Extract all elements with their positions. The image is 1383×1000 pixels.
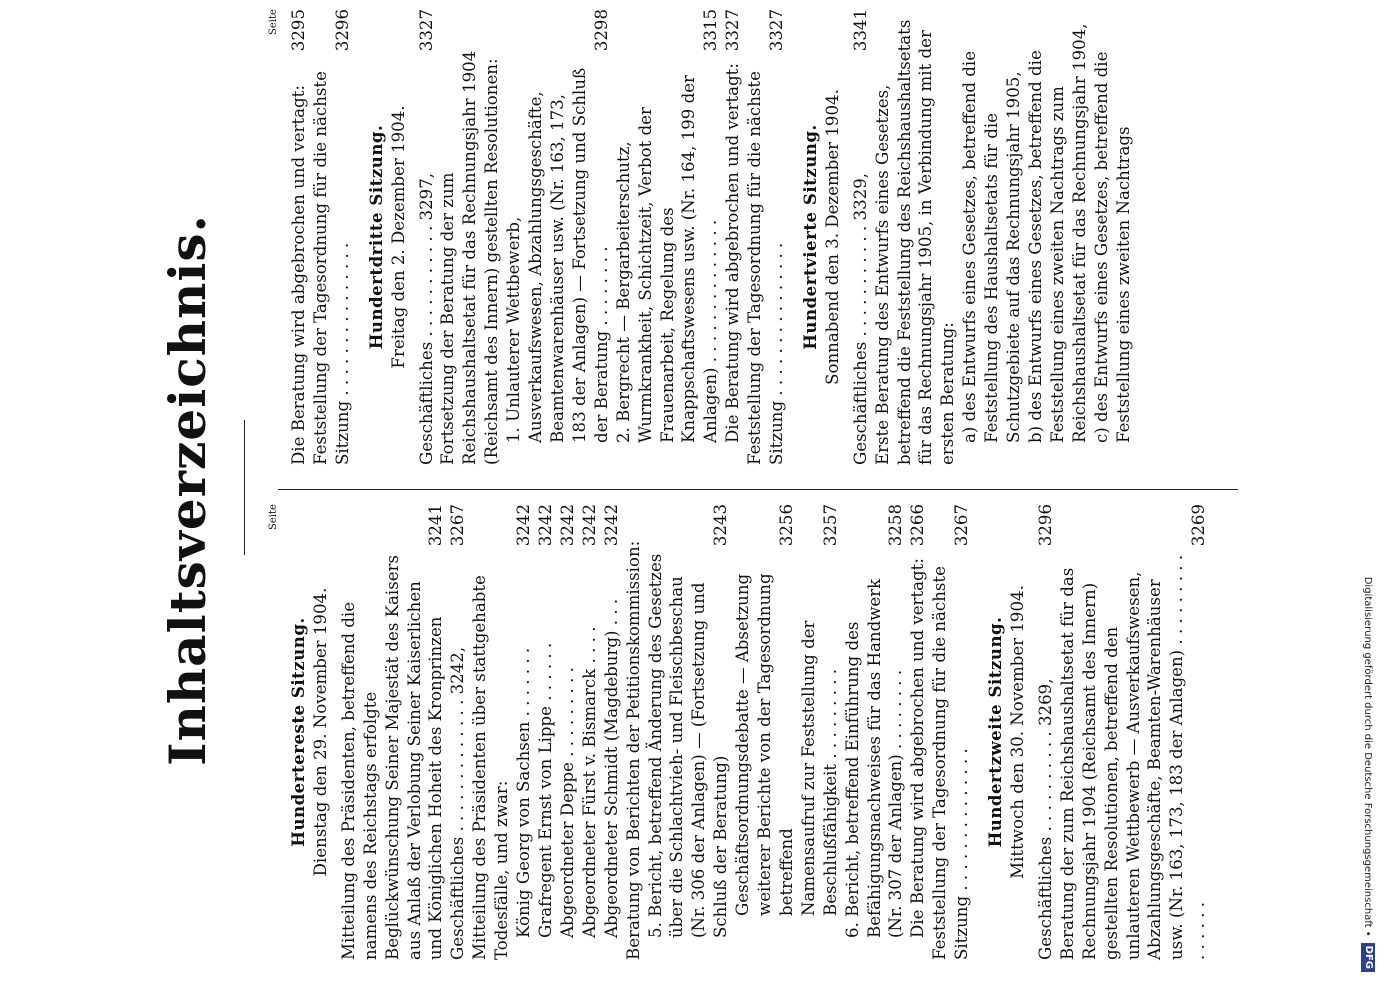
toc-entry <box>842 504 908 960</box>
entry-page: 3296 <box>332 9 352 52</box>
session-heading: Hundertvierte Sitzung. <box>799 124 820 350</box>
toc-entry <box>850 9 872 465</box>
toc-entry <box>288 9 310 465</box>
dfg-logo: DFG <box>1361 943 1375 972</box>
toc-entry <box>503 9 613 465</box>
entry-text: Geschäftliches . . . . . . . . . . . 3329, <box>850 172 870 465</box>
document-page <box>150 10 1290 970</box>
entry-text: Geschäftliches . . . . . . . . . . 3269, <box>1035 678 1055 960</box>
entry-page: 3256 <box>776 504 796 547</box>
toc-entry <box>623 504 645 960</box>
entry-text: Mitteilung des Präsidenten, betreffend die namens des Reichstags erfolgte Beglückwünschung Seiner Majestät des Kaisers aus Anlaß der Verlobung Seiner Kaiserlichen und Königlichen Hoheit des Kronprinzen <box>338 554 446 960</box>
column-divider <box>278 489 1238 490</box>
entry-page: 3327 <box>723 9 743 52</box>
entry-page: 3243 <box>711 504 731 547</box>
entry-text: Abgeordneter Deppe . . . . . . . . . <box>557 667 577 938</box>
entry-text: 2. Bergrecht — Bergarbeiterschutz, Wurmkrankheit, Schichtzeit, Verbot der Frauenarbeit, Regelung des Knappschaftswesens usw. (Nr. 164, 199 der Anlagen) . . . . . . . . . . . . . . <box>613 75 721 443</box>
entry-page: 3242 <box>557 504 577 547</box>
entry-text: 1. Unlauterer Wettbewerb, Ausverkaufswesen, Abzahlungsgeschäfte, Beamtenwarenhäuser usw. (Nr. 163, 173, 183 der Anlagen) — Fortsetzung und Schluß der Beratung . . . . . . . . <box>504 67 611 443</box>
entry-page: 3242 <box>601 504 621 547</box>
entry-text: Die Beratung wird abgebrochen und vertagt: <box>289 85 308 465</box>
entry-page: 3241 <box>426 504 446 547</box>
toc-entry <box>416 9 438 465</box>
toc-entry <box>798 504 842 960</box>
entry-text: Erste Beratung des Entwurfs eines Gesetzes, betreffend die Feststellung des Reichshaushaltsetats für das Rechnungsjahr 1905, in Verbindung mit der ersten Beratung: <box>872 19 958 465</box>
entry-text: Grafregent Ernst von Lippe . . . . . . <box>535 642 555 938</box>
entry-text: Beratung der zum Reichshaushaltsetat für das Rechnungsjahr 1904 (Reichsamt des Innern) gestellten Resolutionen, betreffend den unlauteren Wettbewerb — Ausverkaufswesen, Abzahlungsgeschäfte, Beamten-Warenhäuser usw. (Nr. 163, 173, 183 der Anlagen) . . . . . . . . . . . . . . . <box>1057 554 1209 960</box>
toc-entry <box>447 504 469 960</box>
entry-text: b) des Entwurfs eines Gesetzes, betreffend die Feststellung eines zweiten Nachtrags zum Reichshaushaltsetat für das Rechnungsjahr 1904, <box>1026 23 1089 443</box>
session-heading: Hundertzweite Sitzung. <box>985 616 1006 848</box>
toc-entry <box>959 9 1025 465</box>
session-heading: Hundertdritte Sitzung. <box>365 124 386 350</box>
entry-page: 3327 <box>767 9 787 52</box>
entry-text: Namensaufruf zur Feststellung der Beschlußfähigkeit . . . . . . . . . <box>798 620 840 916</box>
right-column <box>288 9 1135 465</box>
toc-entry <box>557 504 579 960</box>
toc-entry <box>732 504 798 960</box>
entry-text: Geschäftsordnungsdebatte — Absetzung weiterer Berichte von der Tagesordnung betreffend <box>733 573 796 916</box>
toc-entry <box>513 504 535 960</box>
entry-text: a) des Entwurfs eines Gesetzes, betreffend die Feststellung des Haushaltsetats für die Schutzgebiete auf das Rechnungsjahr 1905, <box>960 50 1024 443</box>
toc-entry <box>722 9 744 465</box>
spacer <box>788 9 800 465</box>
entry-page: 3327 <box>416 9 436 52</box>
digitization-credit <box>1356 12 1380 972</box>
entry-page: 3295 <box>289 9 308 52</box>
page-title: Inhaltsverzeichnis. <box>158 214 217 766</box>
entry-text: Feststellung der Tagesordnung für die nächste Sitzung . . . . . . . . . . . . . . <box>930 566 972 960</box>
entry-text: Die Beratung wird abgebrochen und vertagt: <box>908 558 928 938</box>
toc-entry <box>744 9 788 465</box>
toc-entry <box>872 9 960 465</box>
toc-entry <box>469 504 513 960</box>
entry-page: 3267 <box>448 504 468 547</box>
entry-text: Feststellung der Tagesordnung für die nächste Sitzung . . . . . . . . . . . . . . . <box>745 71 787 465</box>
toc-entry <box>645 504 733 960</box>
entry-page: 3242 <box>514 504 534 547</box>
spacer <box>354 9 366 465</box>
toc-entry <box>535 504 557 960</box>
entry-text: Beratung von Berichten der Petitionskommission: <box>623 540 643 960</box>
session-date: Mittwoch den 30. November 1904. <box>1008 585 1027 879</box>
entry-text: Feststellung der Tagesordnung für die nächste Sitzung . . . . . . . . . . . . . . . <box>310 71 352 465</box>
left-column <box>288 504 1210 960</box>
entry-page: 3269 <box>1189 504 1209 547</box>
toc-entry <box>1057 504 1210 960</box>
page-number-header-left: Seite <box>268 504 279 530</box>
session-date: Dienstag den 29. November 1904. <box>310 587 330 877</box>
title-rule <box>244 420 245 555</box>
entry-page: 3257 <box>820 504 840 547</box>
entry-page: 3298 <box>591 9 611 52</box>
entry-text: König Georg von Sachsen . . . . . . . <box>514 647 534 938</box>
entry-text: Die Beratung wird abgebrochen und vertagt: <box>723 63 743 443</box>
entry-page: 3266 <box>908 504 928 547</box>
toc-entry <box>907 504 929 960</box>
entry-page: 3315 <box>701 9 721 52</box>
entry-page: 3296 <box>1035 504 1055 547</box>
entry-page: 3258 <box>886 504 906 547</box>
entry-page: 3242 <box>535 504 555 547</box>
entry-text: Abgeordneter Schmidt (Magdeburg) . . . <box>601 598 621 938</box>
toc-entry <box>1025 9 1091 465</box>
toc-entry <box>310 9 354 465</box>
entry-text: 6. Bericht, betreffend Einführung des Befähigungsnachweises für das Handwerk (Nr. 307 der Anlagen) . . . . . . . . <box>842 578 906 938</box>
toc-entry <box>338 504 448 960</box>
credit-text: Digitalisierung gefördert durch die Deutsche Forschungsgemeinschaft • <box>1362 576 1374 937</box>
toc-entry <box>1035 504 1057 960</box>
entry-page: 3267 <box>952 504 972 547</box>
toc-entry <box>579 504 601 960</box>
page-number-header-right: Seite <box>268 9 279 35</box>
entry-text: Mitteilung des Präsidenten über stattgehabte Todesfälle, und zwar: <box>470 575 512 960</box>
toc-entry <box>1091 9 1135 465</box>
session-heading: Hundertereste Sitzung. <box>288 617 308 847</box>
toc-entry <box>929 504 973 960</box>
spacer <box>973 504 985 960</box>
entry-text: Geschäftliches . . . . . . . . . . . 3297, <box>416 172 436 465</box>
entry-text: c) des Entwurfs eines Gesetzes, betreffend die Feststellung eines zweiten Nachtrags <box>1091 51 1133 443</box>
toc-entry <box>437 9 503 465</box>
entry-text: Abgeordneter Fürst v. Bismarck . . . . <box>579 626 599 938</box>
session-date: Sonnabend den 3. Dezember 1904. <box>822 89 842 385</box>
entry-text: Fortsetzung der Beratung der zum Reichshaushaltsetat für das Rechnungsjahr 1904 (Reichsamt des Innern) gestellten Resolutionen: <box>438 50 502 465</box>
entry-text: 5. Bericht, betreffend Änderung des Gesetzes über die Schlachtvieh- und Fleischbeschau (Nr. 306 der Anlagen) — (Fortsetzung und Schluß der Beratung) <box>645 553 731 938</box>
entry-text: Geschäftliches . . . . . . . . . . . . . 3242, <box>448 646 468 960</box>
toc-entry <box>601 504 623 960</box>
toc-entry <box>613 9 723 465</box>
entry-page: 3341 <box>850 9 870 52</box>
entry-page: 3242 <box>579 504 599 547</box>
session-date: Freitag den 2. Dezember 1904. <box>388 105 408 369</box>
